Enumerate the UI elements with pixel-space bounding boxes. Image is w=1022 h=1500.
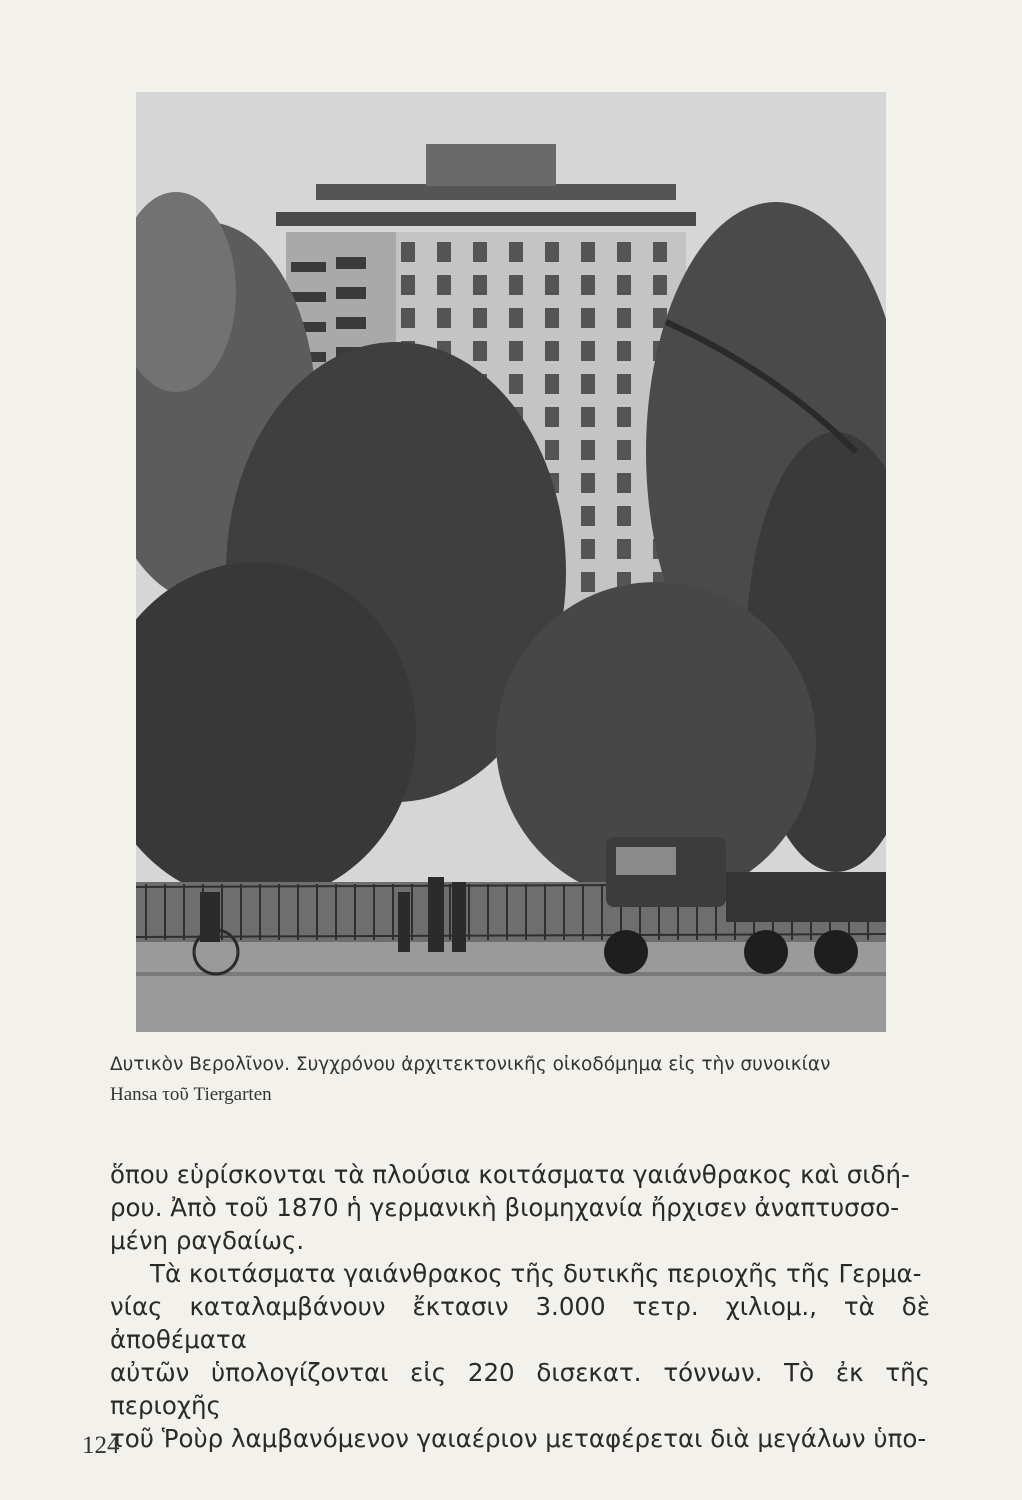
body-line-6: αὐτῶν ὑπολογίζονται εἰς 220 δισεκατ. τόννων. Τὸ ἐκ τῆς περιοχῆς	[110, 1358, 930, 1420]
body-line-3: μένη ραγδαίως.	[110, 1226, 305, 1255]
caption-line-2: Hansa τοῦ Tiergarten	[110, 1084, 272, 1105]
page-number: 124	[82, 1432, 120, 1459]
body-line-1: ὅπου εὑρίσκονται τὰ πλούσια κοιτάσματα γαιάνθρακος καὶ σιδή-	[110, 1160, 910, 1189]
photo-caption	[110, 1050, 910, 1110]
body-line-5: νίας καταλαμβάνουν ἔκτασιν 3.000 τετρ. χιλιομ., τὰ δὲ ἀποθέματα	[110, 1292, 930, 1354]
body-line-2: ρου. Ἀπὸ τοῦ 1870 ἡ γερμανικὴ βιομηχανία ἤρχισεν ἀναπτυσσο-	[110, 1193, 900, 1222]
body-line-4: Τὰ κοιτάσματα γαιάνθρακος τῆς δυτικῆς περιοχῆς τῆς Γερμα-	[150, 1259, 922, 1288]
caption-line-1: Δυτικὸν Βερολῖνον. Συγχρόνου ἀρχιτεκτονικῆς οἰκοδόμημα εἰς τὴν συνοικίαν	[110, 1054, 831, 1075]
photo-tower-block-berlin	[136, 92, 886, 1032]
body-line-7: τοῦ Ῥοὺρ λαμβανόμενον γαιαέριον μεταφέρεται διὰ μεγάλων ὑπο-	[110, 1424, 927, 1453]
body-text	[110, 1158, 930, 1455]
